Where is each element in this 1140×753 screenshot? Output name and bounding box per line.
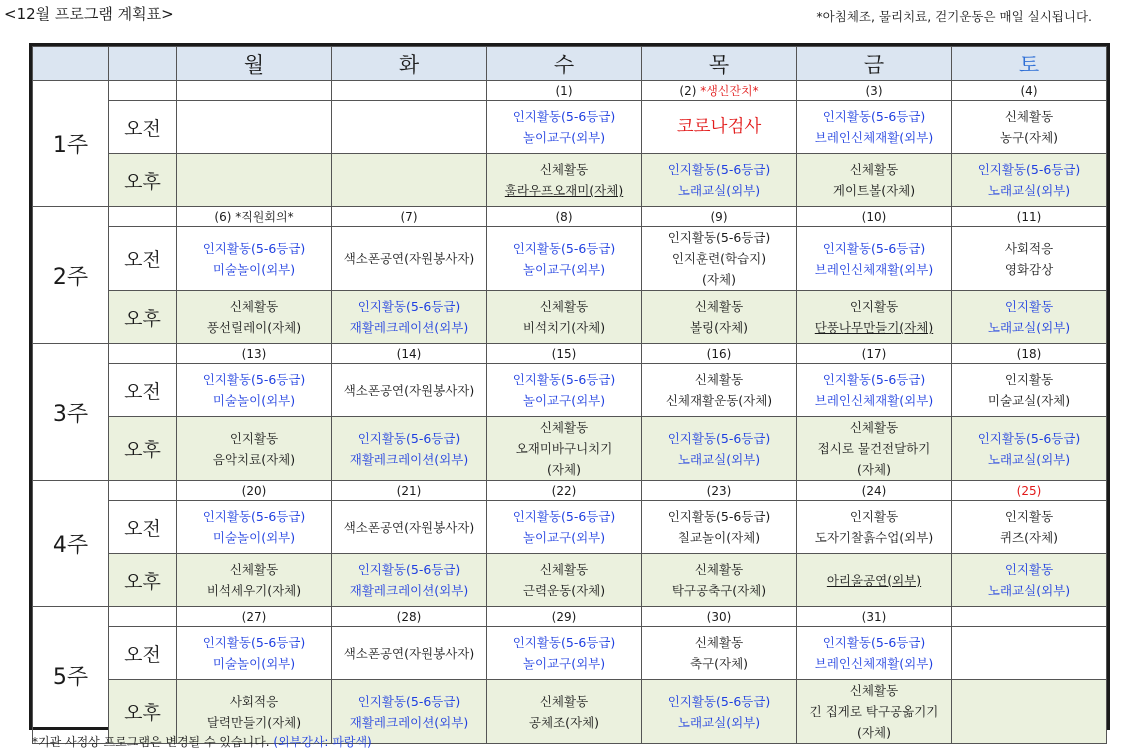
program-line: 인지활동 [1004,509,1054,524]
program-line: 사회적응 [229,693,279,709]
program-line: 인지활동 [849,299,899,314]
program-line: 인지활동(5-6등급) [512,109,616,124]
program-line: 공체조(자체) [528,714,600,730]
date-cell: (31) [797,607,952,627]
program-line: 미술놀이(외부) [212,261,296,277]
program-cell [487,554,642,607]
date-cell: (14) [332,344,487,364]
program-line: 도자기찰흙수업(외부) [814,530,934,545]
program-line: 색소폰공연(자원봉사자) [343,519,475,535]
program-line: 노래교실(외부) [987,583,1071,598]
program-cell [177,101,332,154]
morning-label: 오전 [109,627,177,680]
program-line: 코로나검사 [676,116,762,137]
program-cell [642,227,797,291]
program-cell [797,501,952,554]
program-line: 재활레크레이션(외부) [349,320,469,335]
morning-row [33,627,1107,680]
program-line: 인지활동(5-6등급) [512,635,616,650]
program-cell [487,227,642,291]
day-header: 금 [797,47,952,81]
program-line: 미술놀이(외부) [212,530,296,545]
program-cell [797,417,952,481]
program-line: 신체활동 [229,562,279,577]
date-row [33,481,1107,501]
date-cell: (8) [487,207,642,227]
date-row [33,207,1107,227]
date-cell: (27) [177,607,332,627]
program-line: 신체재활운동(자체) [665,393,773,408]
program-cell [332,154,487,207]
program-cell [487,417,642,481]
program-line: 브레인신체재활(외부) [814,261,934,277]
date-cell [177,81,332,101]
page-title: <12월 프로그램 계획표> [4,5,174,23]
program-line: 색소폰공연(자원봉사자) [343,645,475,661]
program-cell [487,101,642,154]
date-cell: (25) [952,481,1107,501]
program-line: 노래교실(외부) [677,183,761,198]
date-cell: (30) [642,607,797,627]
footer-note: *기관 사정상 프로그램은 변경될 수 있습니다. [32,735,270,749]
period-blank [109,207,177,227]
program-line: 비석세우기(자체) [206,583,302,598]
program-cell [642,554,797,607]
program-cell [487,291,642,344]
program-cell [177,501,332,554]
program-cell [952,501,1107,554]
schedule-table [32,46,1107,744]
afternoon-label: 오후 [109,154,177,207]
program-line: 인지활동(5-6등급) [667,230,771,245]
date-cell: (16) [642,344,797,364]
program-line: 신체활동 [539,693,589,709]
day-header: 목 [642,47,797,81]
program-cell [952,154,1107,207]
program-cell [797,554,952,607]
program-line: (자체) [857,462,891,477]
program-line: 미술놀이(외부) [212,656,296,671]
program-cell [797,291,952,344]
afternoon-label: 오후 [109,291,177,344]
program-line: 인지활동(5-6등급) [977,162,1081,177]
date-cell [332,81,487,101]
program-line: 인지활동(5-6등급) [822,109,926,124]
afternoon-row [33,417,1107,481]
program-cell [177,227,332,291]
program-line: 브레인신체재활(외부) [814,130,934,145]
program-cell [797,227,952,291]
program-cell [797,364,952,417]
date-cell: (20) [177,481,332,501]
program-cell [952,627,1107,680]
program-line: 신체활동 [539,562,589,577]
program-line: 재활레크레이션(외부) [349,714,469,730]
program-line: 풍선릴레이(자체) [206,320,302,335]
program-cell [952,227,1107,291]
day-header: 화 [332,47,487,81]
program-line: 볼링(자체) [689,320,749,335]
date-cell: (29) [487,607,642,627]
program-cell [642,364,797,417]
program-cell [952,291,1107,344]
program-line: 신체활동 [539,420,589,435]
program-line: 놀이교구(외부) [522,393,606,408]
date-cell: (1) [487,81,642,101]
program-cell [952,417,1107,481]
program-line: 인지활동 [229,430,279,446]
program-line: 인지활동(5-6등급) [357,562,461,577]
program-cell [642,154,797,207]
program-line: 칠교놀이(자체) [677,530,761,545]
program-line: 인지활동(5-6등급) [822,240,926,256]
program-line: 노래교실(외부) [677,451,761,467]
date-cell: (9) [642,207,797,227]
date-cell: (28) [332,607,487,627]
program-line: 농구(자체) [999,130,1059,145]
program-line: 인지활동(5-6등급) [667,162,771,177]
program-line: 재활레크레이션(외부) [349,583,469,598]
program-line: 인지활동(5-6등급) [822,372,926,387]
corner-cell [33,47,109,81]
program-line: 인지활동(5-6등급) [512,372,616,387]
morning-row [33,227,1107,291]
program-line: 오재미바구니치기 [515,441,613,456]
program-line: 노래교실(외부) [987,183,1071,198]
program-line: 인지활동(5-6등급) [357,430,461,446]
period-blank [109,344,177,364]
program-line: 퀴즈(자체) [999,530,1059,545]
program-line: 근력운동(자체) [522,583,606,598]
program-line: 미술놀이(외부) [212,393,296,408]
date-cell [642,81,797,101]
date-cell: (18) [952,344,1107,364]
week-label: 1주 [33,81,109,207]
day-header: 월 [177,47,332,81]
program-line: 인지훈련(학습지) [671,251,767,266]
program-line: 인지활동(5-6등급) [202,240,306,256]
schedule-table-frame [29,43,1110,740]
program-line: 영화감상 [1004,261,1054,277]
week-label: 5주 [33,607,109,744]
date-row [33,81,1107,101]
period-blank [109,481,177,501]
program-line: 신체활동 [229,299,279,314]
program-cell [642,417,797,481]
program-line: 인지활동(5-6등급) [357,693,461,709]
program-cell [952,554,1107,607]
afternoon-label: 오후 [109,417,177,481]
program-cell [332,627,487,680]
program-line: 인지활동 [1004,299,1054,314]
program-cell [952,680,1107,744]
program-cell [797,627,952,680]
date-cell: (24) [797,481,952,501]
program-line: 신체활동 [539,299,589,314]
program-line: 놀이교구(외부) [522,656,606,671]
program-line: 신체활동 [694,635,744,650]
program-line: 아리울공연(외부) [826,572,922,588]
program-line: 인지활동(5-6등급) [512,240,616,256]
program-cell [332,501,487,554]
weekday-header-row [33,47,1107,81]
date-cell: (23) [642,481,797,501]
program-line: 신체활동 [694,562,744,577]
program-line: 인지활동 [1004,372,1054,387]
program-line: 놀이교구(외부) [522,261,606,277]
program-cell [642,291,797,344]
program-cell [332,554,487,607]
program-cell [797,101,952,154]
morning-label: 오전 [109,227,177,291]
program-line: 신체활동 [694,372,744,387]
morning-label: 오전 [109,101,177,154]
date-number: (2) [679,84,701,98]
program-line: 놀이교구(외부) [522,130,606,145]
day-header: 수 [487,47,642,81]
program-line: 축구(자체) [689,656,749,671]
program-cell [177,364,332,417]
program-cell [642,627,797,680]
program-cell [642,501,797,554]
program-cell [642,101,797,154]
afternoon-label: 오후 [109,680,177,744]
program-cell [177,627,332,680]
program-line: 노래교실(외부) [987,320,1071,335]
period-blank [109,607,177,627]
date-cell: (15) [487,344,642,364]
morning-row [33,501,1107,554]
footer-legend: (외부강사: 파랑색) [273,735,372,749]
program-line: 탁구공축구(자체) [671,583,767,598]
date-cell: (21) [332,481,487,501]
date-cell: (6) *직원회의* [177,207,332,227]
date-cell: (4) [952,81,1107,101]
program-line: 미술교실(자체) [987,393,1071,408]
program-cell [177,154,332,207]
week-label: 3주 [33,344,109,481]
schedule-body [33,81,1107,744]
program-cell [487,501,642,554]
program-line: 인지활동(5-6등급) [202,372,306,387]
program-cell [797,680,952,744]
program-cell [487,627,642,680]
birthday-event: *생신잔치* [700,84,759,98]
date-cell: (3) [797,81,952,101]
program-line: 인지활동(5-6등급) [667,693,771,709]
program-line: 색소폰공연(자원봉사자) [343,251,475,266]
program-cell [332,227,487,291]
program-line: 훌라우프오재미(자체) [504,183,624,198]
footer-note-line [32,733,372,750]
day-header: 토 [952,47,1107,81]
program-cell [332,291,487,344]
program-line: 인지활동(5-6등급) [977,430,1081,446]
program-cell [332,101,487,154]
corner-cell [109,47,177,81]
date-cell: (22) [487,481,642,501]
program-line: 인지활동 [849,509,899,524]
program-line: 신체활동 [1004,109,1054,124]
week-label: 2주 [33,207,109,344]
program-line: (자체) [547,462,581,477]
program-line: 인지활동(5-6등급) [667,509,771,524]
date-row [33,607,1107,627]
program-cell [487,680,642,744]
program-line: 신체활동 [849,683,899,698]
program-line: 신체활동 [539,162,589,177]
program-cell [332,417,487,481]
date-cell: (11) [952,207,1107,227]
program-cell [332,364,487,417]
program-line: (자체) [857,725,891,740]
program-line: 비석치기(자체) [522,320,606,335]
program-cell [487,364,642,417]
program-line: 신체활동 [849,162,899,177]
afternoon-label: 오후 [109,554,177,607]
program-line: 인지활동(5-6등급) [822,635,926,650]
program-cell [487,154,642,207]
program-line: 신체활동 [849,420,899,435]
program-line: 인지활동(5-6등급) [202,635,306,650]
program-line: 인지활동(5-6등급) [667,430,771,446]
program-cell [952,364,1107,417]
program-line: 놀이교구(외부) [522,530,606,545]
program-line: 인지활동(5-6등급) [512,509,616,524]
afternoon-row [33,291,1107,344]
program-line: 재활레크레이션(외부) [349,451,469,467]
daily-activities-note: *아침체조, 물리치료, 걷기운동은 매일 실시됩니다. [816,9,1092,24]
program-cell [177,291,332,344]
date-row [33,344,1107,364]
program-cell [797,154,952,207]
program-line: 단풍나무만들기(자체) [814,320,934,335]
program-line: 색소폰공연(자원봉사자) [343,382,475,398]
program-line: 긴 집게로 탁구공옮기기 [809,704,939,719]
afternoon-row [33,154,1107,207]
date-cell: (10) [797,207,952,227]
program-cell [952,101,1107,154]
morning-row [33,364,1107,417]
afternoon-row [33,554,1107,607]
program-line: 인지활동(5-6등급) [202,509,306,524]
date-cell: (17) [797,344,952,364]
morning-label: 오전 [109,364,177,417]
program-cell [177,417,332,481]
program-line: 인지활동 [1004,562,1054,577]
program-cell [177,554,332,607]
program-line: 달력만들기(자체) [206,714,302,730]
program-line: 노래교실(외부) [987,451,1071,467]
date-cell [952,607,1107,627]
program-line: 신체활동 [694,299,744,314]
morning-label: 오전 [109,501,177,554]
program-line: 게이트볼(자체) [832,183,916,198]
program-line: 음악치료(자체) [212,451,296,467]
program-line: 접시로 물건전달하기 [817,441,931,456]
program-line: 브레인신체재활(외부) [814,656,934,671]
program-cell [642,680,797,744]
date-cell: (13) [177,344,332,364]
program-line: 사회적응 [1004,240,1054,256]
program-line: (자체) [702,272,736,287]
program-line: 인지활동(5-6등급) [357,299,461,314]
date-cell: (7) [332,207,487,227]
program-line: 브레인신체재활(외부) [814,393,934,408]
program-line: 노래교실(외부) [677,714,761,730]
morning-row [33,101,1107,154]
period-blank [109,81,177,101]
week-label: 4주 [33,481,109,607]
